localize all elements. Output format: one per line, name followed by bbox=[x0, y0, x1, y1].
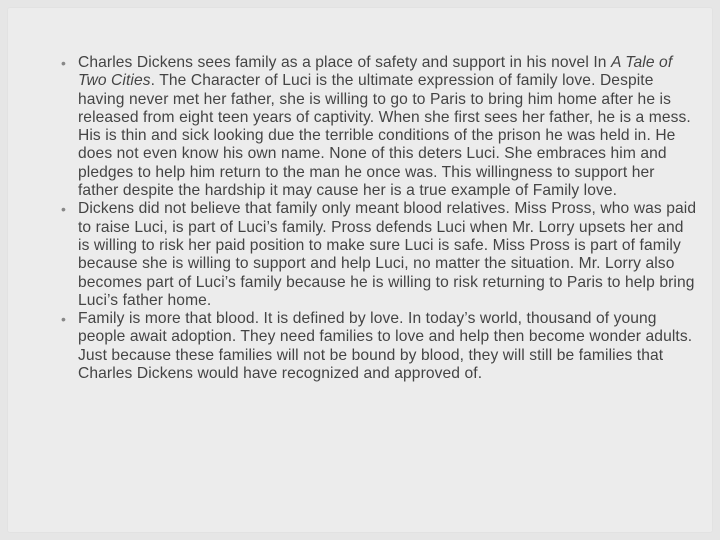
bullet-item-3 bbox=[58, 310, 698, 383]
bullet-text-1a: Charles Dickens sees family as a place of safety and support in his novel In bbox=[78, 54, 611, 71]
bullet-dot-icon: • bbox=[61, 55, 67, 71]
bullet-item-1 bbox=[58, 54, 698, 200]
bullet-text-3: Family is more that blood. It is defined by love. In today’s world, thousand of young people await adoption. They need families to love and help then become wonder adults. Just because these families will not be bound by blood, they will still be families that Charles Dickens would have recognized and approved of. bbox=[78, 310, 693, 383]
bullet-text-1b: . The Character of Luci is the ultimate expression of family love. Despite having never met her father, she is willing to go to Paris to bring him home after he is released from eight teen years of captivity. When she first sees her father, he is a mess. His is thin and sick looking due the terrible conditions of the prison he was held in. He does not even know his own name. None of this deters Luci. She embraces him and pledges to help him return to the man he once was. This willingness to support her father despite the hardship it may cause her is a true example of Family love. bbox=[78, 72, 691, 200]
bullet-text-2: Dickens did not believe that family only meant blood relatives. Miss Pross, who was paid to raise Luci, is part of Luci’s family. Pross defends Luci when Mr. Lorry upsets her and is willing to risk her paid position to make sure Luci is safe. Miss Pross is part of family because she is willing to support and help Luci, no matter the situation. Mr. Lorry also becomes part of Luci’s family because he is willing to risk returning to Paris to help bring Luci’s father home. bbox=[78, 200, 697, 309]
book-title: A Tale of Two Cities bbox=[78, 54, 673, 90]
bullet-item-2 bbox=[58, 200, 698, 310]
bullet-dot-icon: • bbox=[61, 201, 67, 218]
bullet-dot-icon: • bbox=[61, 311, 67, 328]
bullet-list bbox=[58, 54, 698, 383]
slide-body bbox=[58, 54, 698, 383]
slide bbox=[8, 8, 712, 532]
